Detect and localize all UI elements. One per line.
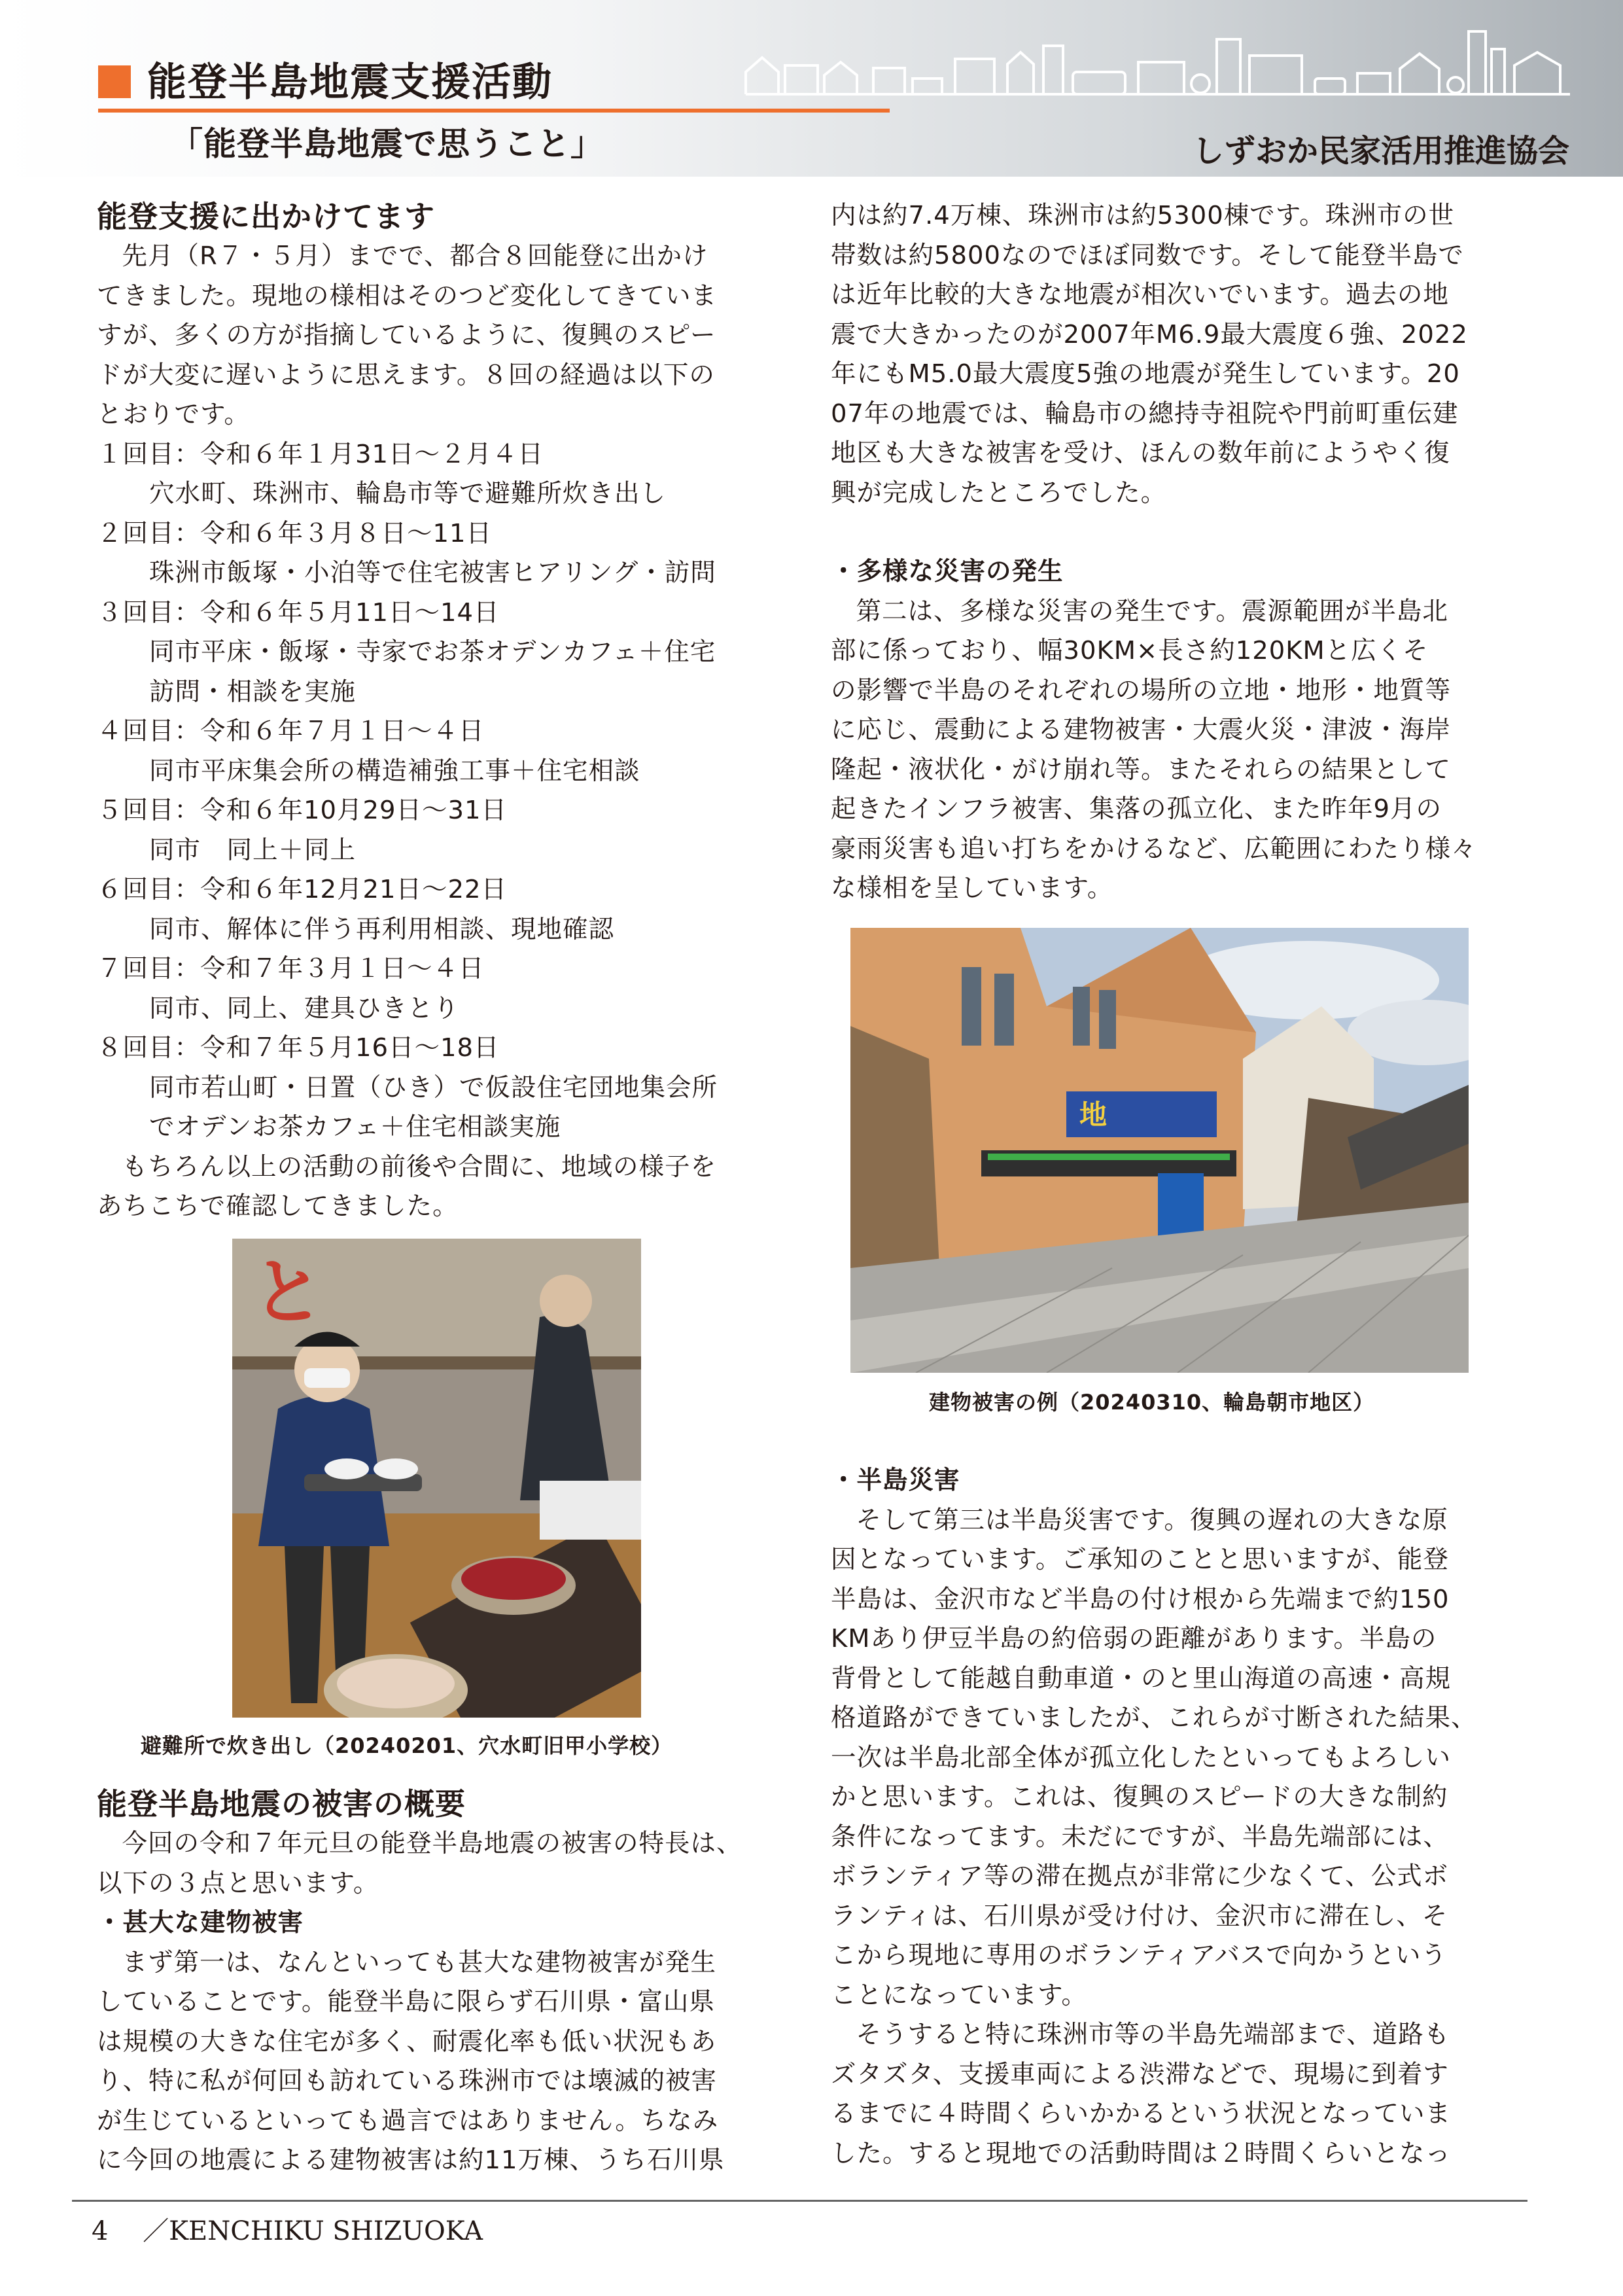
body-line: ボランティア等の滞在拠点が非常に少なくて、公式ボ (831, 1862, 1449, 1891)
visit-desc: でオデンお茶カフェ＋住宅相談実施 (149, 1112, 561, 1142)
page-header (0, 0, 1623, 177)
organization-name: しずおか民家活用推進協会 (1192, 133, 1569, 169)
visit-desc: 同市 同上＋同上 (149, 835, 357, 865)
body-line: 因となっています。ご承知のことと思いますが、能登 (831, 1545, 1449, 1574)
body-line: は近年比較的大きな地震が相次いでいます。過去の地 (831, 280, 1449, 309)
visit-desc: 同市、解体に伴う再利用相談、現地確認 (149, 914, 615, 944)
body-line: 条件になってます。未だにですが、半島先端部には、 (831, 1822, 1449, 1852)
visit-desc: 同市平床集会所の構造補強工事＋住宅相談 (149, 756, 640, 786)
visit-desc: 珠洲市飯塚・小泊等で住宅被害ヒアリング・訪問 (149, 558, 716, 588)
shelter-photo-caption: 避難所で炊き出し（20240201、穴水町旧甲小学校） (141, 1733, 673, 1758)
outro-line: あちこちで確認してきました。 (97, 1192, 459, 1221)
visit-desc: 同市平床・飯塚・寺家でお茶オデンカフェ＋住宅 (149, 637, 716, 667)
summary-line: 今回の令和７年元旦の能登半島地震の被害の特長は、 (122, 1829, 742, 1858)
summary-line: 以下の３点と思います。 (97, 1868, 379, 1898)
right-column (831, 196, 1492, 909)
visit-desc: 同市、同上、建具ひきとり (149, 993, 460, 1023)
visit-desc: 訪問・相談を実施 (149, 677, 357, 707)
body-line: 部に係っており、幅30KM×長さ約120KMと広くそ (831, 636, 1429, 665)
left-column (97, 196, 758, 1227)
body-line: 地区も大きな被害を受け、ほんの数年前にようやく復 (831, 438, 1450, 468)
page-footer (92, 2210, 483, 2248)
body-line: 第二は、多様な災害の発生です。震源範囲が半島北 (856, 596, 1448, 626)
heading-damage-overview: 能登半島地震の被害の概要 (97, 1786, 466, 1822)
page-number: 4 (92, 2216, 109, 2246)
body-line: 年にもM5.0最大震度5強の地震が発生しています。20 (831, 359, 1460, 389)
right-column-lower (831, 1461, 1492, 2174)
body-line: 隆起・液状化・がけ崩れ等。またそれらの結果として (831, 754, 1452, 785)
body-line: 興が完成したところでした。 (831, 478, 1167, 508)
left-column-lower (97, 1784, 758, 2181)
intro-line: 先月（R７・５月）までで、都合８回能登に出かけ (122, 241, 708, 271)
visit-date: ６回目：令和６年12月21日〜22日 (97, 875, 507, 904)
body-line: そして第三は半島災害です。復興の遅れの大きな原 (856, 1505, 1448, 1535)
title-underline (98, 109, 890, 113)
body-line: 格道路ができていましたが、これらが寸断された結果、 (831, 1703, 1477, 1733)
damage-photo-caption: 建物被害の例（20240310、輪島朝市地区） (929, 1390, 1375, 1415)
body-line: 震で大きかったのが2007年M6.9最大震度６強、2022 (831, 319, 1468, 349)
body-line: していることです。能登半島に限らず石川県・富山県 (97, 1987, 715, 2017)
outro-line: もちろん以上の活動の前後や合間に、地域の様子を (122, 1152, 717, 1182)
subheading-diverse-disasters: ・多様な災害の発生 (831, 557, 1064, 586)
body-line: に今回の地震による建物被害は約11万棟、うち石川県 (97, 2146, 725, 2175)
body-line: かと思います。これは、復興のスピードの大きな制約 (831, 1782, 1448, 1812)
visit-date: ５回目：令和６年10月29日〜31日 (97, 796, 507, 825)
body-line: 07年の地震では、輪島市の總持寺祖院や門前町重伝建 (831, 398, 1459, 429)
body-line: 豪雨災害も追い打ちをかけるなど、広範囲にわたり様々 (831, 834, 1477, 864)
body-line: そうすると特に珠洲市等の半島先端部まで、道路も (856, 2020, 1450, 2049)
body-line: 内は約7.4万棟、珠洲市は約5300棟です。珠洲市の世 (831, 201, 1455, 230)
body-line: り、特に私が何回も訪れている珠洲市では壊滅的被害 (97, 2066, 718, 2096)
subheading-peninsula-disaster: ・半島災害 (831, 1466, 960, 1495)
spacer (831, 513, 1492, 552)
body-line: 一次は半島北部全体が孤立化したといってもよろしい (831, 1742, 1452, 1773)
body-line: ことになっています。 (831, 1980, 1087, 2010)
svg-text:と: と (252, 1250, 324, 1334)
body-line: の影響で半島のそれぞれの場所の立地・地形・地質等 (831, 675, 1452, 705)
visit-date: １回目：令和６年１月31日〜２月４日 (97, 439, 544, 469)
body-line: こから現地に専用のボランティアバスで向かうという (831, 1941, 1447, 1970)
orange-square-icon (98, 65, 131, 98)
visit-date: ３回目：令和６年５月11日〜14日 (97, 597, 500, 627)
body-line: が生じているといっても過言ではありません。ちなみ (97, 2106, 719, 2136)
body-line: ズタズタ、支援車両による渋滞などで、現場に到着す (831, 2059, 1449, 2089)
body-line: ランティは、石川県が受け付け、金沢市に滞在し、そ (831, 1901, 1448, 1931)
intro-line: てきました。現地の様相はそのつど変化してきていま (97, 281, 718, 311)
subheading-building-damage: ・甚大な建物被害 (97, 1908, 304, 1937)
visit-desc: 穴水町、珠洲市、輪島市等で避難所炊き出し (149, 479, 667, 508)
svg-text:地: 地 (1079, 1099, 1108, 1131)
town-skyline-icon (733, 26, 1577, 98)
body-line: した。すると現地での活動時間は２時間くらいとなっ (831, 2138, 1452, 2168)
body-line: 帯数は約5800なのでほぼ同数です。そして能登半島で (831, 240, 1464, 270)
publication-name: ／KENCHIKU SHIZUOKA (143, 2216, 483, 2246)
body-line: 背骨として能越自動車道・のと里山海道の高速・高規 (831, 1663, 1452, 1693)
visit-date: ７回目：令和７年３月１日〜４日 (97, 954, 485, 983)
intro-line: すが、多くの方が指摘しているように、復興のスピー (97, 321, 716, 350)
visit-date: ４回目：令和６年７月１日〜４日 (97, 716, 485, 746)
body-line: 起きたインフラ被害、集落の孤立化、また昨年9月の (831, 794, 1442, 824)
body-line: 半島は、金沢市など半島の付け根から先端まで約150 (831, 1584, 1450, 1614)
body-line: な様相を呈しています。 (831, 874, 1113, 903)
body-line: に応じ、震動による建物被害・大震火災・津波・海岸 (831, 715, 1452, 745)
building-damage-photo (850, 928, 1469, 1373)
body-line: KMあり伊豆半島の約倍弱の距離があります。半島の (831, 1624, 1437, 1653)
visit-date: ８回目：令和７年５月16日〜18日 (97, 1033, 500, 1063)
section-title: 能登半島地震支援活動 (147, 60, 553, 105)
article-subtitle: 「能登半島地震で思うこと」 (170, 125, 604, 163)
intro-line: とおりです。 (97, 400, 250, 429)
body-line: るまでに４時間くらいかかるという状況となっていま (831, 2099, 1452, 2128)
body-line: まず第一は、なんといっても甚大な建物被害が発生 (122, 1947, 717, 1977)
intro-line: ドが大変に遅いように思えます。８回の経過は以下の (97, 360, 715, 390)
shelter-cooking-photo (232, 1239, 641, 1718)
visit-date: ２回目：令和６年３月８日〜11日 (97, 518, 492, 548)
body-line: は規模の大きな住宅が多く、耐震化率も低い状況もあ (97, 2026, 717, 2057)
visit-desc: 同市若山町・日置（ひき）で仮設住宅団地集会所 (149, 1072, 718, 1103)
footer-rule (72, 2200, 1527, 2202)
heading-noto-support: 能登支援に出かけてます (97, 199, 435, 234)
